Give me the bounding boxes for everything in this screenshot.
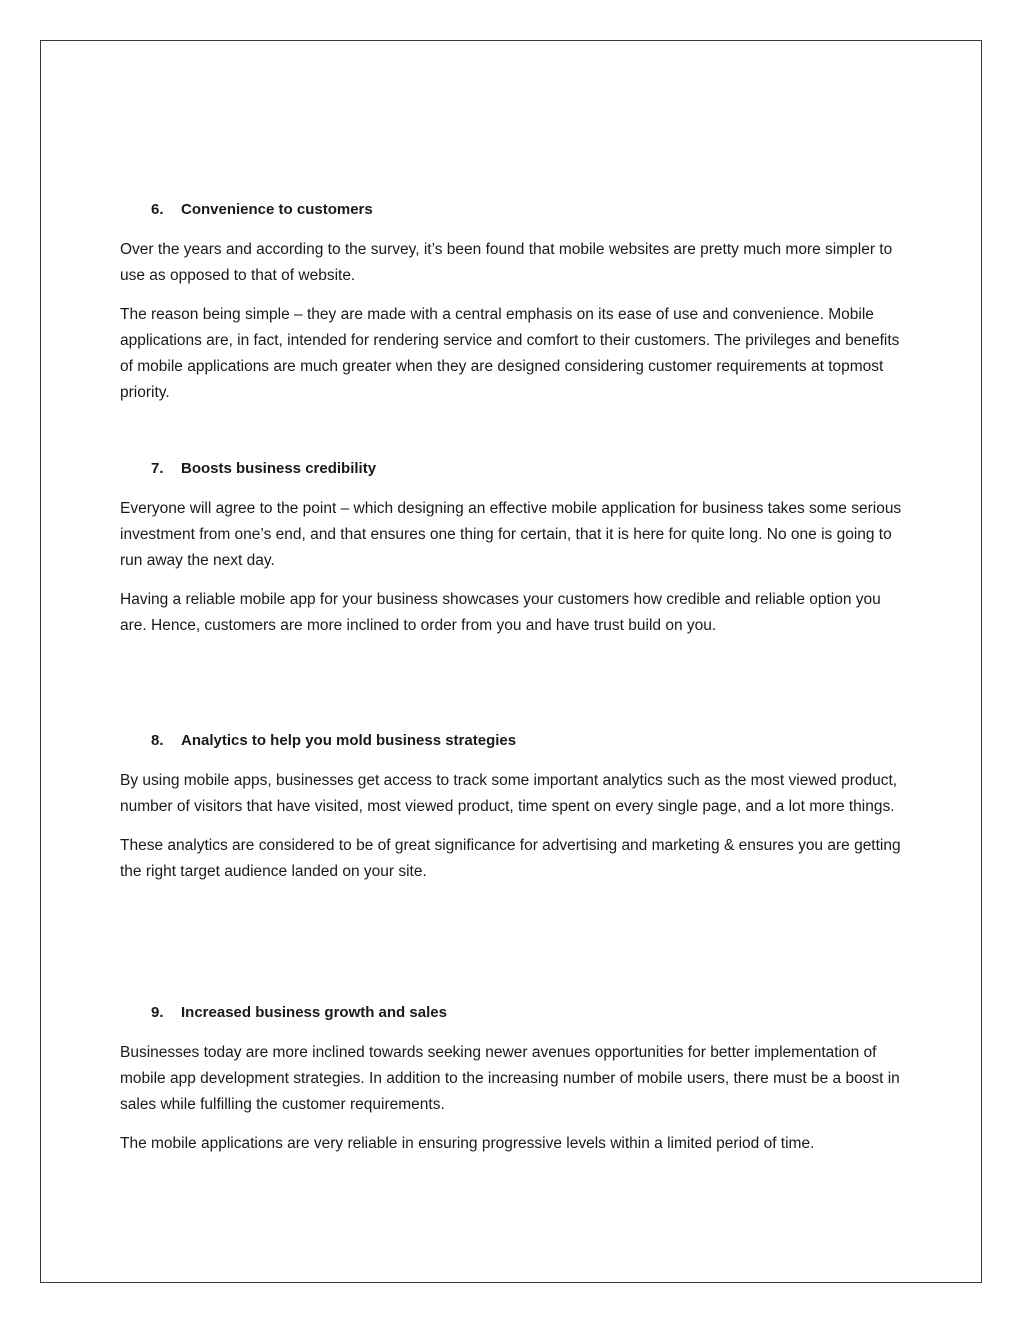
section-analytics <box>120 731 910 885</box>
section-title: Analytics to help you mold business strategies <box>181 732 517 749</box>
section-number: 7. <box>151 460 164 477</box>
section-heading <box>151 459 910 479</box>
paragraph: The reason being simple – they are made with a central emphasis on its ease of use and convenience. Mobile applications are, in fact, intended for rendering service and comfort to their customers. The privileges and benefits of mobile applications are much greater when they are designed considering customer requirements at topmost priority. <box>120 306 900 401</box>
paragraph: The mobile applications are very reliable in ensuring progressive levels within a limited period of time. <box>120 1135 815 1152</box>
paragraph: Having a reliable mobile app for your business showcases your customers how credible and reliable option you are. Hence, customers are more inclined to order from you and have trust build on you. <box>120 591 881 634</box>
section-convenience <box>120 200 910 406</box>
section-title: Increased business growth and sales <box>181 1004 447 1021</box>
section-heading <box>151 731 910 751</box>
section-title: Boosts business credibility <box>181 460 377 477</box>
section-heading <box>151 1003 910 1023</box>
paragraph: By using mobile apps, businesses get access to track some important analytics such as the most viewed product, number of visitors that have visited, most viewed product, time spent on every single page, and a lot more things. <box>120 772 898 815</box>
paragraph: Over the years and according to the survey, it’s been found that mobile websites are pretty much more simpler to use as opposed to that of website. <box>120 241 893 284</box>
section-number: 8. <box>151 732 164 749</box>
paragraph: These analytics are considered to be of great significance for advertising and marketing & ensures you are getting the right target audience landed on your site. <box>120 837 901 880</box>
paragraph: Everyone will agree to the point – which designing an effective mobile application for business takes some serious investment from one’s end, and that ensures one thing for certain, that it is here for quite long. No one is going to run away the next day. <box>120 500 902 569</box>
section-number: 6. <box>151 201 164 218</box>
section-number: 9. <box>151 1004 164 1021</box>
section-heading <box>151 200 910 220</box>
section-credibility <box>120 459 910 639</box>
section-title: Convenience to customers <box>181 201 373 218</box>
paragraph: Businesses today are more inclined towards seeking newer avenues opportunities for better implementation of mobile app development strategies. In addition to the increasing number of mobile users, there must be a boost in sales while fulfilling the customer requirements. <box>120 1044 900 1113</box>
section-growth <box>120 1003 910 1157</box>
